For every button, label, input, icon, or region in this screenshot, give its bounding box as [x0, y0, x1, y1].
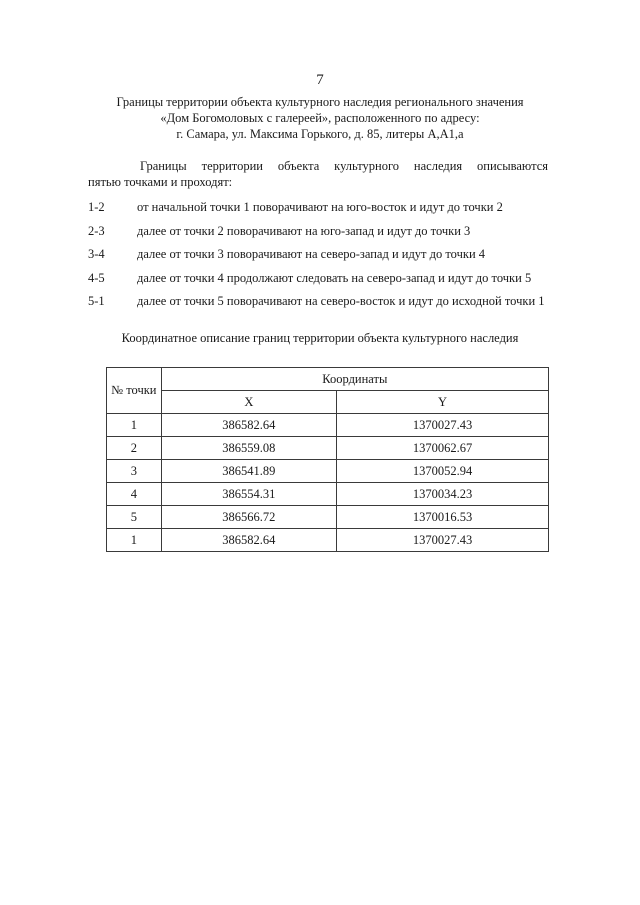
table-header-row	[107, 391, 549, 414]
intro-line-1: Границы территории объекта культурного наследия описываются	[140, 159, 548, 173]
segment-code: 1-2	[88, 200, 105, 214]
table-row	[107, 529, 549, 552]
table-row	[107, 483, 549, 506]
cell-x: 386582.64	[161, 414, 336, 437]
segment-list	[88, 200, 588, 318]
cell-x: 386566.72	[161, 506, 336, 529]
segment-item	[88, 224, 588, 248]
segment-code: 2-3	[88, 223, 105, 238]
cell-x: 386559.08	[161, 437, 336, 460]
segment-code: 4-5	[88, 270, 105, 285]
segment-description: далее от точки 5 поворачивают на северо-восток и идут до исходной точки 1	[137, 294, 545, 308]
title-line-2: «Дом Богомоловых с галереей», расположенного по адресу:	[160, 111, 480, 125]
cell-point: 2	[107, 437, 162, 460]
document-title	[60, 94, 580, 142]
segment-code: 5-1	[88, 294, 105, 308]
table-row	[107, 437, 549, 460]
cell-point: 3	[107, 460, 162, 483]
segment-description: далее от точки 2 поворачивают на юго-запад и идут до точки 3	[137, 223, 471, 238]
cell-point: 4	[107, 483, 162, 506]
header-point-number: № точки	[107, 368, 162, 414]
segment-item	[88, 247, 588, 271]
segment-description: далее от точки 3 поворачивают на северо-запад и идут до точки 4	[137, 247, 486, 261]
coordinates-table	[106, 367, 549, 552]
cell-point: 1	[107, 414, 162, 437]
segment-description: далее от точки 4 продолжают следовать на северо-запад и идут до точки 5	[137, 270, 532, 285]
table-row	[107, 414, 549, 437]
intro-paragraph	[88, 158, 548, 190]
table-row	[107, 460, 549, 483]
cell-point: 1	[107, 529, 162, 552]
cell-y: 1370052.94	[337, 460, 549, 483]
cell-x: 386582.64	[161, 529, 336, 552]
cell-y: 1370027.43	[337, 529, 549, 552]
page-number: 7	[316, 72, 324, 88]
header-x: X	[161, 391, 336, 414]
table-header-row	[107, 368, 549, 391]
cell-y: 1370016.53	[337, 506, 549, 529]
intro-line-2: пятью точками и проходят:	[88, 175, 233, 189]
segment-code: 3-4	[88, 247, 105, 261]
cell-x: 386554.31	[161, 483, 336, 506]
cell-y: 1370034.23	[337, 483, 549, 506]
segment-item	[88, 294, 588, 318]
cell-x: 386541.89	[161, 460, 336, 483]
table-caption: Координатное описание границ территории объекта культурного наследия	[121, 331, 519, 345]
cell-y: 1370062.67	[337, 437, 549, 460]
cell-point: 5	[107, 506, 162, 529]
title-line-3: г. Самара, ул. Максима Горького, д. 85, литеры А,А1,а	[176, 127, 464, 141]
table-row	[107, 506, 549, 529]
segment-item	[88, 200, 588, 224]
segment-item	[88, 271, 588, 295]
cell-y: 1370027.43	[337, 414, 549, 437]
title-line-1: Границы территории объекта культурного наследия регионального значения	[116, 95, 524, 109]
header-coordinates: Координаты	[161, 368, 548, 391]
segment-description: от начальной точки 1 поворачивают на юго-восток и идут до точки 2	[137, 200, 503, 214]
header-y: Y	[337, 391, 549, 414]
